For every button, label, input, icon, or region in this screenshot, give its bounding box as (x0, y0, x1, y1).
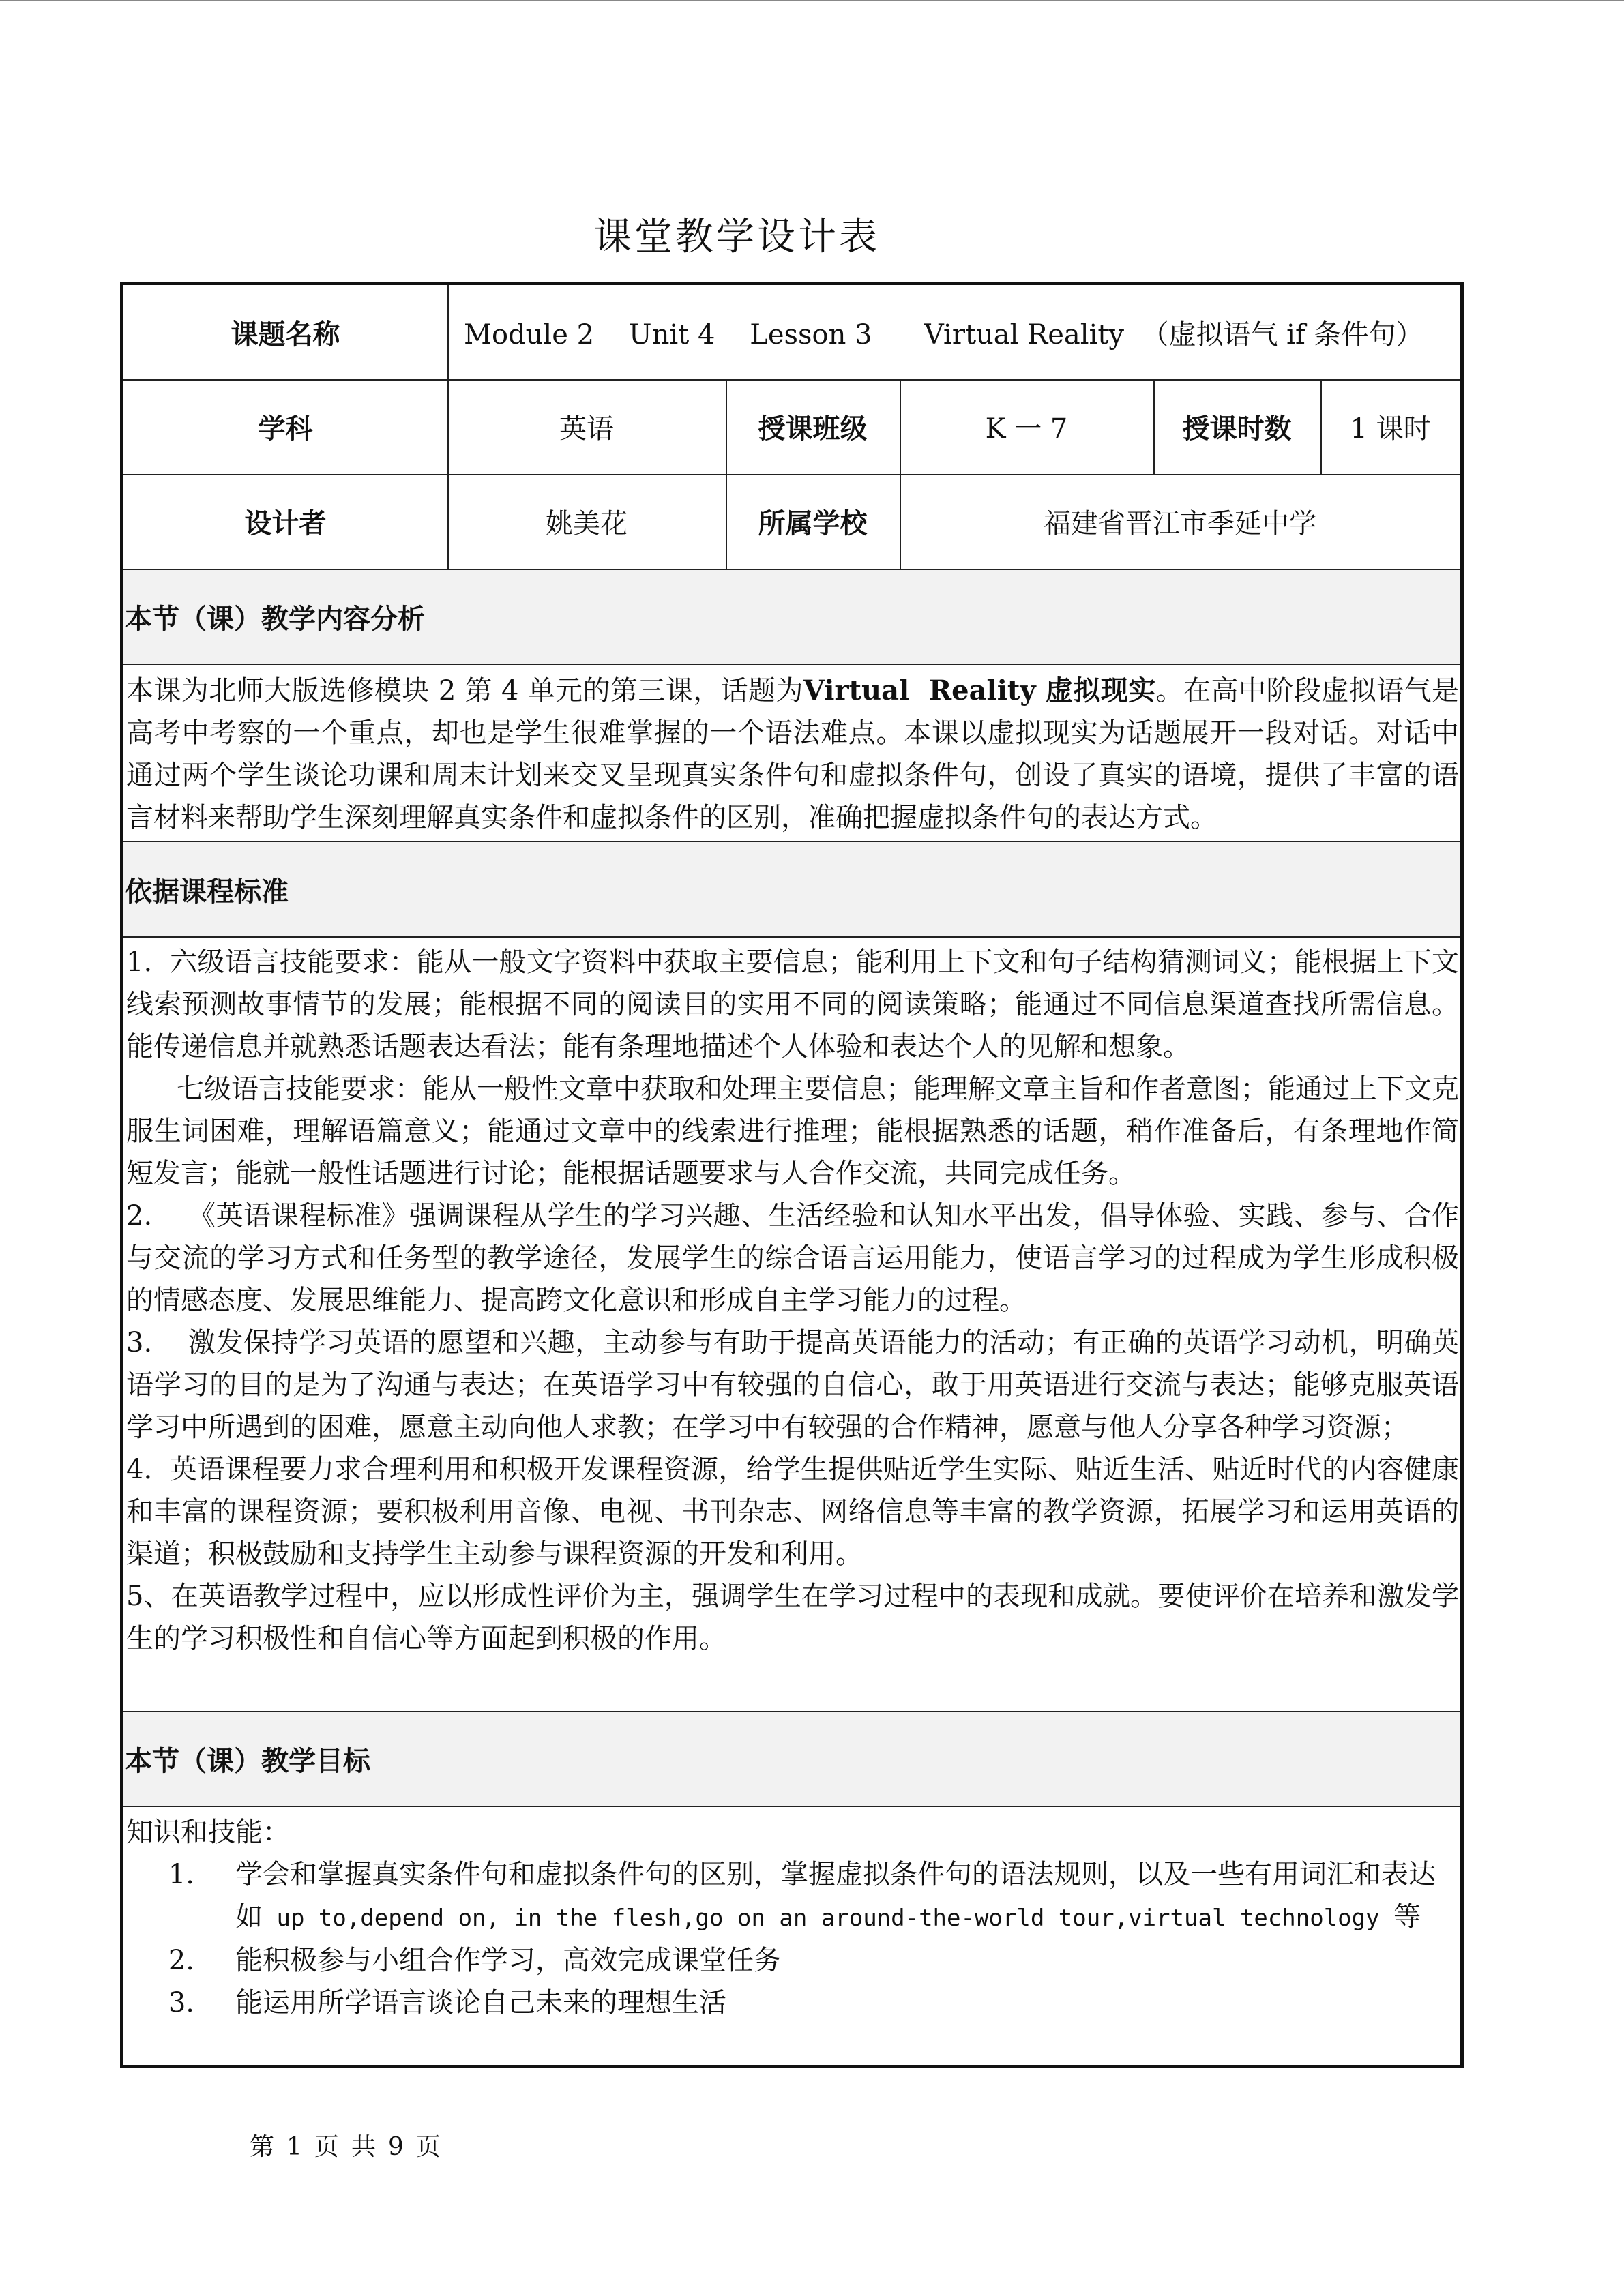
topic-label: 课题名称 (231, 318, 340, 351)
standards-item-1: 1. 六级语言技能要求：能从一般文字资料中获取主要信息；能利用上下文和句子结构猜测词义；能根据上下文线索预测故事情节的发展；能根据不同的阅读目的实用不同的阅读策略；能通过不同信息渠道查找所需信息。能传递信息并就熟悉话题表达看法；能有条理地描述个人体验和表达个人的见解和想象。 (126, 946, 1459, 1062)
standards-item-2: 2. 《英语课程标准》强调课程从学生的学习兴趣、生活经验和认知水平出发，倡导体验、实践、参与、合作与交流的学习方式和任务型的教学途径，发展学生的综合语言运用能力，使语言学习的过程成为学生形成积极的情感态度、发展思维能力、提高跨文化意识和形成自主学习能力的过程。 (126, 1200, 1459, 1316)
objective-text: 能运用所学语言谈论自己未来的理想生活 (235, 1987, 726, 2018)
objective-text-end: 等 (1393, 1901, 1421, 1933)
objective-item (126, 1939, 1459, 1982)
content-text-topic: Virtual Reality 虚拟现实 (803, 674, 1156, 706)
footer-label: 第 (250, 2133, 279, 2161)
class-value: K 一 7 (985, 413, 1068, 445)
objective-item (126, 1982, 1459, 2024)
topic-value: Module 2 Unit 4 Lesson 3 Virtual Reality （虚拟语气 if 条件句） (464, 318, 1423, 351)
row-divider (123, 664, 1460, 665)
standards-item-1b: 七级语言技能要求：能从一般性文章中获取和处理主要信息；能理解文章主旨和作者意图；能通过上下文克服生词困难，理解语篇意义；能通过文章中的线索进行推理；能根据熟悉的话题，稍作准备后，有条理地作简短发言；能就一般性话题进行讨论；能根据话题要求与人合作交流，共同完成任务。 (126, 1073, 1459, 1189)
standards-item-5: 5、在英语教学过程中，应以形成性评价为主，强调学生在学习过程中的表现和成就。要使评价在培养和激发学生的学习积极性和自信心等方面起到积极的作用。 (126, 1581, 1459, 1654)
footer-label: 页 (314, 2133, 343, 2161)
content-text-c: 。在高中阶段虚拟语气是高考中考察的一个重点，却也是学生很难掌握的一个语法难点。本课以虚拟现实为话题展开一段对话。对话中通过两个学生谈论功课和周末计划来交叉呈现真实条件句和虚拟条件句，创设了真实的语境，提供了丰富的语言材料来帮助学生深刻理解真实条件和虚拟条件的区别，准确把握虚拟条件句的表达方式。 (126, 675, 1459, 833)
subject-value: 英语 (559, 413, 614, 445)
objectives-list (126, 1811, 1459, 2024)
designer-label: 设计者 (244, 507, 327, 539)
objectives-heading: 本节（课）教学目标 (123, 1712, 1460, 1806)
standards-item-4: 4. 英语课程要力求合理利用和积极开发课程资源，给学生提供贴近学生实际、贴近生活、贴近时代的内容健康和丰富的课程资源；要积极利用音像、电视、书刊杂志、网络信息等丰富的教学资源，拓展学习和运用英语的渠道；积极鼓励和支持学生主动参与课程资源的开发和利用。 (126, 1454, 1459, 1570)
top-rule (0, 0, 1624, 1)
objective-number: 3. (168, 1987, 194, 2018)
row-divider (123, 1806, 1460, 1807)
footer-label: 页 (415, 2133, 445, 2161)
footer-label: 共 (351, 2133, 380, 2161)
subject-label: 学科 (258, 413, 313, 445)
objective-number: 2. (168, 1945, 194, 1976)
content-text-a: 本课为北师大版选修模块 2 第 4 单元的第三课，话题为 (126, 675, 803, 706)
standards-item-3: 3. 激发保持学习英语的愿望和兴趣，主动参与有助于提高英语能力的活动；有正确的英语学习动机，明确英语学习的目的是为了沟通与表达；在英语学习中有较强的自信心，敢于用英语进行交流与表达；能够克服英语学习中所遇到的困难，愿意主动向他人求教；在学习中有较强的合作精神，愿意与他人分享各种学习资源； (126, 1327, 1459, 1443)
content-analysis-heading: 本节（课）教学内容分析 (123, 570, 1460, 664)
hours-label: 授课时数 (1182, 413, 1292, 445)
page-total: 9 (387, 2133, 408, 2161)
objective-number: 1. (168, 1859, 194, 1890)
objective-item (126, 1853, 1459, 1939)
objectives-intro: 知识和技能： (126, 1817, 290, 1848)
objective-text: 能积极参与小组合作学习，高效完成课堂任务 (235, 1945, 781, 1976)
page-number: 1 (286, 2133, 306, 2161)
school-value: 福建省晋江市季延中学 (1044, 508, 1316, 539)
page-footer (246, 2128, 449, 2162)
content-analysis-text (126, 670, 1459, 839)
class-label: 授课班级 (758, 413, 868, 445)
designer-value: 姚美花 (546, 508, 628, 539)
objective-vocab: up to,depend on, in the flesh,go on an around-the-world tour,virtual technology (263, 1905, 1394, 1932)
row-divider (123, 936, 1460, 938)
objective-text: 学会和掌握真实条件句和虚拟条件句的区别，掌握虚拟条件句的语法规则，以及一些有用词汇和表达如 (235, 1859, 1436, 1933)
lesson-design-form (120, 282, 1464, 2068)
hours-value: 1 课时 (1350, 413, 1431, 445)
standards-text (126, 941, 1459, 1660)
standards-heading: 依据课程标准 (123, 842, 1460, 936)
school-label: 所属学校 (758, 507, 868, 539)
document-title: 课堂教学设计表 (593, 215, 880, 259)
